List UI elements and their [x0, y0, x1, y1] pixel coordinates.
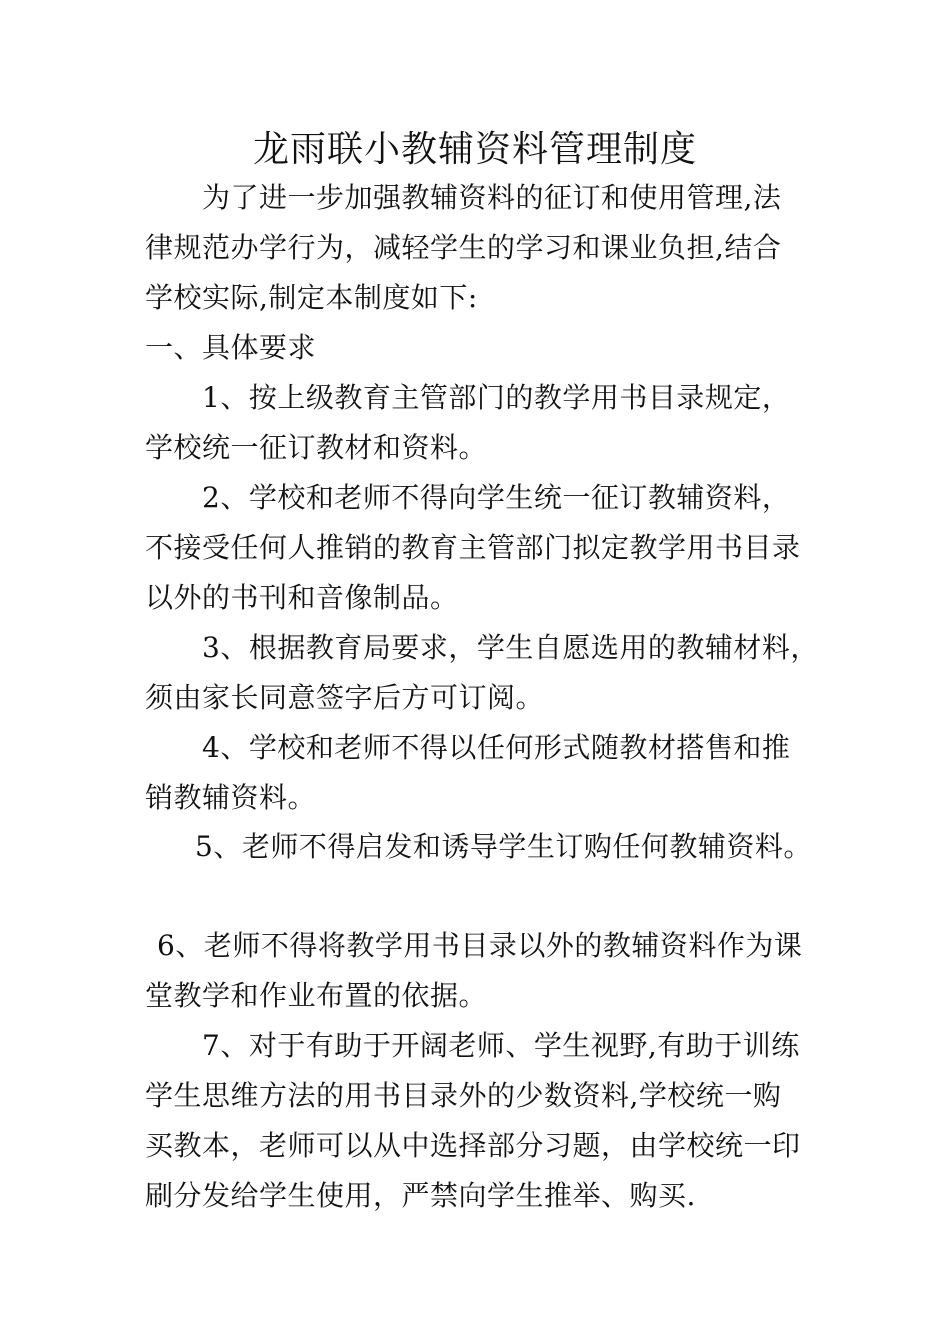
paragraph-line: 为了进一步加强教辅资料的征订和使用管理,法 [202, 181, 782, 214]
paragraph-line: 堂教学和作业布置的依据。 [145, 979, 488, 1012]
document-title: 龙雨联小教辅资料管理制度 [252, 129, 697, 170]
paragraph-line: 不接受任何人推销的教育主管部门拟定教学用书目录 [145, 531, 801, 564]
paragraph-line: 2、学校和老师不得向学生统一征订教辅资料， [202, 481, 791, 514]
paragraph-line: 5、老师不得启发和诱导学生订购任何教辅资料。 [195, 830, 812, 863]
section-heading: 一、具体要求 [145, 331, 317, 364]
paragraph-line: 学生思维方法的用书目录外的少数资料,学校统一购 [145, 1079, 782, 1112]
paragraph-line: 以外的书刊和音像制品。 [145, 581, 459, 614]
paragraph-line: 买教本，老师可以从中选择部分习题，由学校统一印 [145, 1129, 801, 1162]
paragraph-line: 学校实际,制定本制度如下: [145, 281, 478, 314]
paragraph-line: 4、学校和老师不得以任何形式随教材搭售和推 [202, 731, 791, 764]
paragraph-line: 3、根据教育局要求，学生自愿选用的教辅材料， [202, 631, 819, 664]
paragraph-line: 律规范办学行为，减轻学生的学习和课业负担,结合 [145, 231, 782, 264]
paragraph-line: 1、按上级教育主管部门的教学用书目录规定， [202, 381, 791, 414]
paragraph-line: 6、老师不得将教学用书目录以外的教辅资料作为课 [157, 929, 803, 962]
paragraph-line: 7、对于有助于开阔老师、学生视野,有助于训练 [202, 1029, 800, 1062]
paragraph-line: 学校统一征订教材和资料。 [145, 431, 488, 464]
paragraph-line: 须由家长同意签字后方可订阅。 [145, 681, 545, 714]
paragraph-line: 刷分发给学生使用，严禁向学生推举、购买. [145, 1179, 696, 1212]
paragraph-line: 销教辅资料。 [145, 781, 317, 814]
